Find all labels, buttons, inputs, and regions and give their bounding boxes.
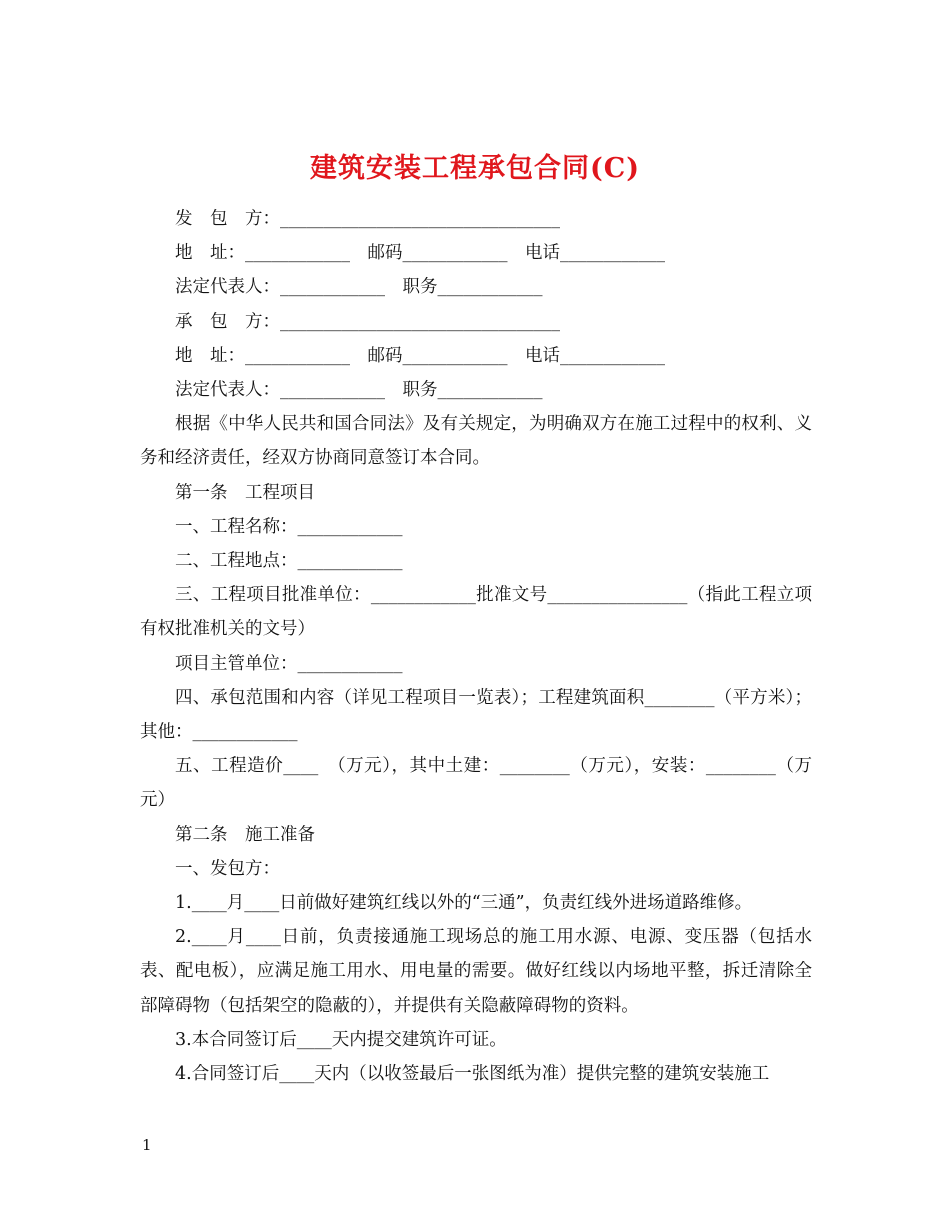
employer-heading: 一、发包方：	[175, 858, 280, 879]
party-a-line: 发 包 方：________________________________	[175, 209, 560, 229]
scope-paragraph: 四、承包范围和内容（详见工程项目一览表）；工程建筑面积________（平方米）；其他：____________	[140, 687, 812, 743]
document-title: 建筑安装工程承包合同(C)	[309, 153, 641, 185]
approval-unit-paragraph: 三、工程项目批准单位：____________批准文号________________（指此工程立项有权批准机关的文号）	[140, 585, 812, 640]
party-b-representative-line: 法定代表人：____________ 职务____________	[175, 380, 543, 401]
cost-paragraph: 五、工程造价____ （万元），其中土建：________（万元），安装：________（万元）	[140, 756, 812, 811]
article-2-heading: 第二条 施工准备	[175, 824, 315, 845]
employer-item-1: 1.____月____日前做好建筑红线以外的“三通”，负责红线外进场道路维修。	[175, 893, 753, 914]
party-a-address-line: 地 址：____________ 邮码____________ 电话____________	[175, 243, 665, 264]
contract-body	[140, 202, 812, 1091]
article-1-heading: 第一条 工程项目	[175, 482, 315, 503]
preamble-paragraph: 根据《中华人民共和国合同法》及有关规定，为明确双方在施工过程中的权利、义务和经济责任，经双方协商同意签订本合同。	[140, 414, 812, 469]
party-b-address-line: 地 址：____________ 邮码____________ 电话____________	[175, 345, 665, 366]
project-location-line: 二、工程地点：____________	[175, 551, 403, 572]
page-number: 1	[142, 1136, 152, 1154]
party-b-line: 承 包 方：________________________________	[175, 311, 560, 332]
project-name-line: 一、工程名称：____________	[175, 516, 403, 537]
employer-item-3: 3.本合同签订后____天内提交建筑许可证。	[175, 1029, 507, 1050]
supervising-unit-line: 项目主管单位：____________	[175, 653, 403, 674]
employer-item-2: 2.____月____日前，负责接通施工现场总的施工用水源、电源、变压器（包括水表、配电板），应满足施工用水、用电量的需要。做好红线以内场地平整，拆迁清除全部障碍物（包括架空的隐蔽的），并提供有关隐蔽障碍物的资料。	[140, 927, 812, 1016]
party-a-representative-line: 法定代表人：____________ 职务____________	[175, 277, 543, 298]
employer-item-4: 4.合同签订后____天内（以收签最后一张图纸为准）提供完整的建筑安装施工	[175, 1064, 770, 1085]
